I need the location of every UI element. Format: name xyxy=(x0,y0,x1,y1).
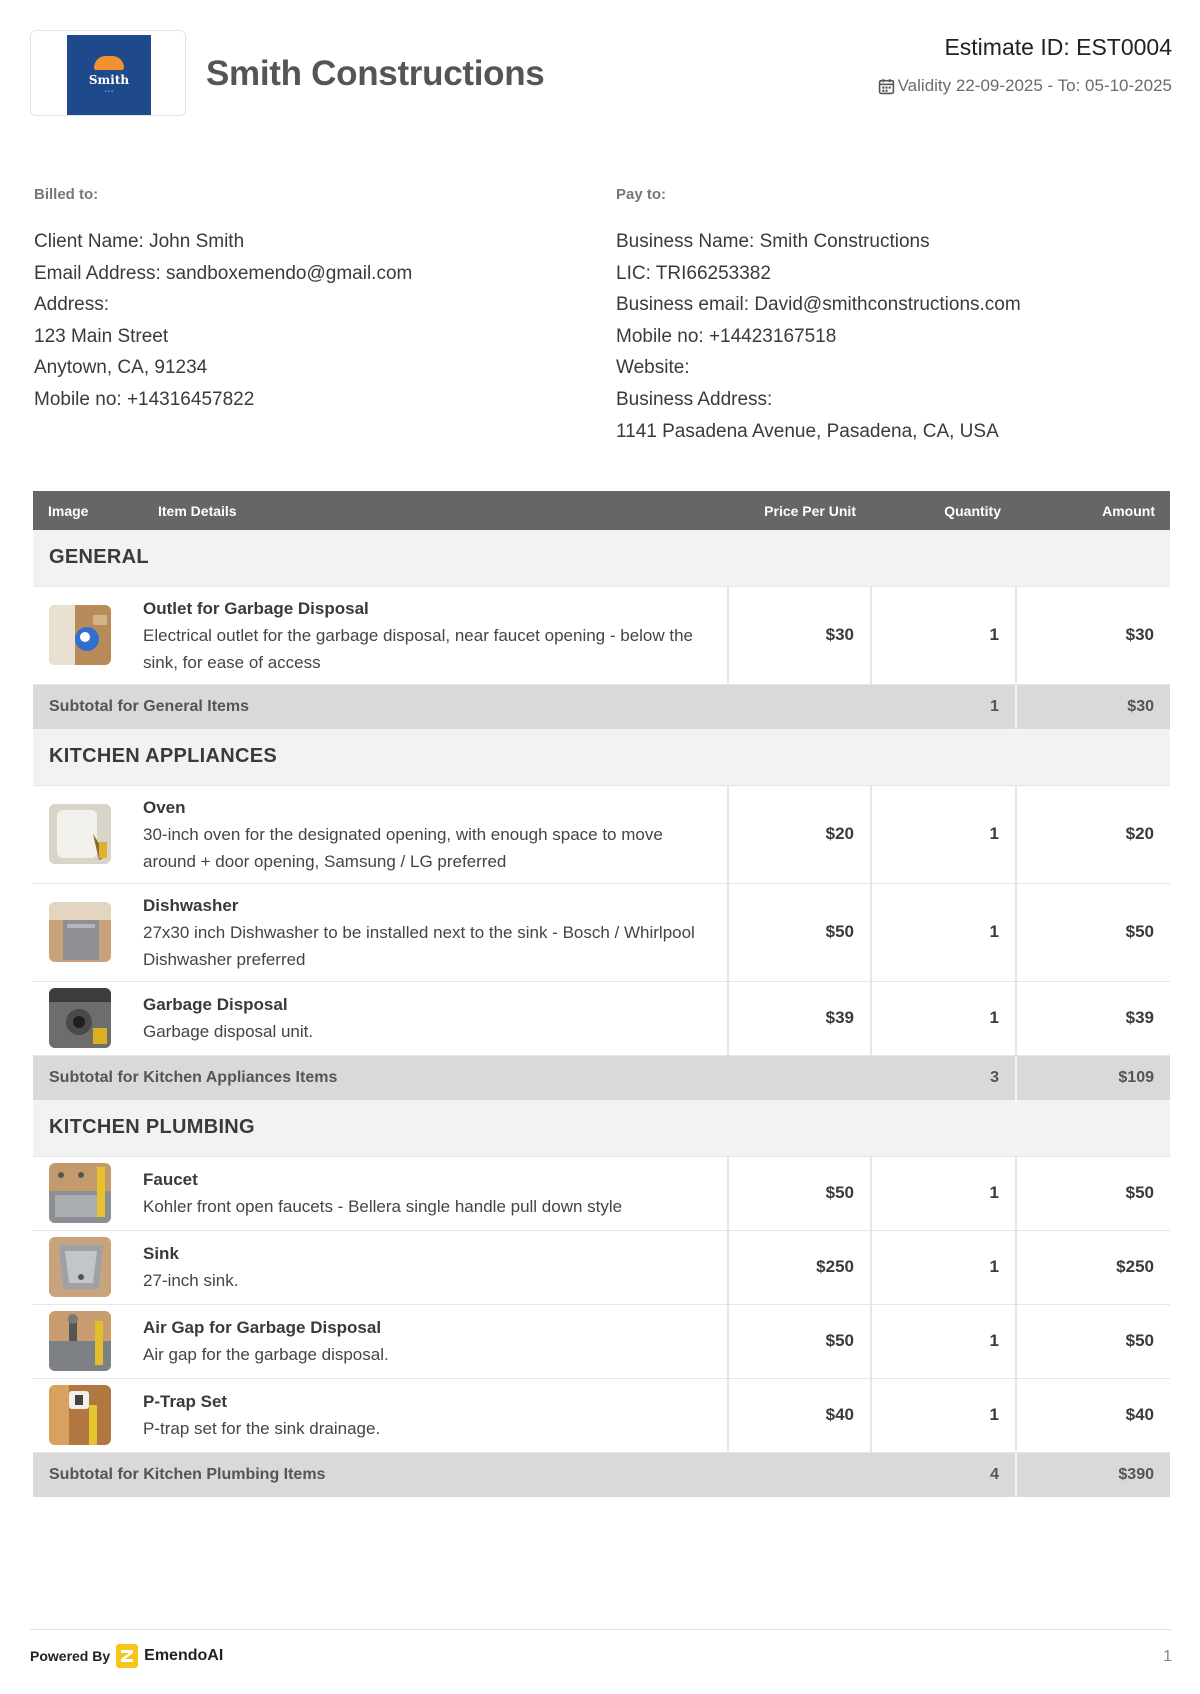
item-amount: $50 xyxy=(1016,1304,1170,1378)
item-amount: $40 xyxy=(1016,1378,1170,1452)
pay-to-label: Pay to: xyxy=(616,186,667,203)
item-details-cell xyxy=(143,1378,728,1452)
table-row xyxy=(33,1156,1170,1230)
client-city: Anytown, CA, 91234 xyxy=(34,357,208,379)
item-price: $20 xyxy=(728,785,871,883)
item-details-cell xyxy=(143,586,728,684)
pay-to-block xyxy=(616,186,1176,447)
items-table xyxy=(33,491,1170,1497)
client-address-label: Address: xyxy=(34,294,109,316)
column-header-price: Price Per Unit xyxy=(728,491,871,530)
item-thumbnail xyxy=(49,605,111,665)
item-name: Dishwasher xyxy=(143,895,239,915)
item-name: Outlet for Garbage Disposal xyxy=(143,598,369,618)
business-name: Business Name: Smith Constructions xyxy=(616,231,930,252)
item-description: Garbage disposal unit. xyxy=(143,1022,314,1041)
item-image-cell xyxy=(33,1378,143,1452)
item-amount: $50 xyxy=(1016,1156,1170,1230)
footer-divider xyxy=(30,1629,1172,1630)
billed-to-label: Billed to: xyxy=(34,186,99,203)
logo-text: Smith xyxy=(88,72,130,87)
item-quantity: 1 xyxy=(871,1230,1016,1304)
item-quantity: 1 xyxy=(871,981,1016,1055)
item-name: Oven xyxy=(143,797,186,817)
item-amount: $50 xyxy=(1016,883,1170,981)
item-name: Garbage Disposal xyxy=(143,995,288,1014)
item-price: $50 xyxy=(728,1156,871,1230)
item-image-cell xyxy=(33,1156,143,1230)
logo-tagline-mark: • • • xyxy=(104,88,114,95)
item-description: Air gap for the garbage disposal. xyxy=(143,1345,389,1364)
company-logo xyxy=(30,30,186,116)
emendo-logo-icon xyxy=(116,1644,138,1668)
item-quantity: 1 xyxy=(871,1156,1016,1230)
subtotal-quantity: 4 xyxy=(871,1452,1016,1497)
subtotal-label: Subtotal for General Items xyxy=(33,684,871,729)
item-image-cell xyxy=(33,785,143,883)
item-description: 30-inch oven for the designated opening, with enough space to move around + door opening, Samsung / LG preferred xyxy=(143,824,663,871)
column-header-details: Item Details xyxy=(143,491,728,530)
item-name: P-Trap Set xyxy=(143,1392,228,1411)
column-header-amount: Amount xyxy=(1016,491,1170,530)
powered-by-label: Powered By xyxy=(30,1648,111,1664)
item-quantity: 1 xyxy=(871,883,1016,981)
table-row xyxy=(33,586,1170,684)
subtotal-label: Subtotal for Kitchen Plumbing Items xyxy=(33,1452,871,1497)
hard-hat-icon xyxy=(94,56,124,70)
item-thumbnail xyxy=(49,1237,111,1297)
item-thumbnail xyxy=(49,1385,111,1445)
item-details-cell xyxy=(143,785,728,883)
estimate-id: Estimate ID: EST0004 xyxy=(944,34,1172,60)
column-header-image: Image xyxy=(33,491,143,530)
item-price: $250 xyxy=(728,1230,871,1304)
item-amount: $20 xyxy=(1016,785,1170,883)
business-mobile: Mobile no: +14423167518 xyxy=(616,325,837,347)
item-price: $40 xyxy=(728,1378,871,1452)
subtotal-quantity: 3 xyxy=(871,1055,1016,1100)
item-name: Air Gap for Garbage Disposal xyxy=(143,1318,382,1337)
item-name: Faucet xyxy=(143,1170,198,1189)
validity-text: Validity 22-09-2025 - To: 05-10-2025 xyxy=(897,76,1172,95)
calendar-icon xyxy=(878,78,895,95)
item-description: P-trap set for the sink drainage. xyxy=(143,1419,381,1438)
item-details-cell xyxy=(143,1156,728,1230)
subtotal-label: Subtotal for Kitchen Appliances Items xyxy=(33,1055,871,1100)
item-amount: $39 xyxy=(1016,981,1170,1055)
item-thumbnail xyxy=(49,804,111,864)
item-image-cell xyxy=(33,1230,143,1304)
section-title: KITCHEN PLUMBING xyxy=(33,1100,1170,1156)
item-description: 27-inch sink. xyxy=(143,1271,239,1290)
estimate-header xyxy=(30,28,1172,118)
table-row xyxy=(33,1304,1170,1378)
validity-period xyxy=(878,76,1172,96)
item-quantity: 1 xyxy=(871,586,1016,684)
item-name: Sink xyxy=(143,1244,179,1263)
table-row xyxy=(33,883,1170,981)
client-mobile: Mobile no: +14316457822 xyxy=(34,388,255,410)
item-details-cell xyxy=(143,883,728,981)
item-thumbnail xyxy=(49,1163,111,1223)
subtotal-amount: $30 xyxy=(1016,684,1170,729)
section-header-row xyxy=(33,729,1170,785)
item-price: $39 xyxy=(728,981,871,1055)
business-address-label: Business Address: xyxy=(616,388,773,410)
subtotal-quantity: 1 xyxy=(871,684,1016,729)
subtotal-amount: $109 xyxy=(1016,1055,1170,1100)
section-title: KITCHEN APPLIANCES xyxy=(33,729,1170,785)
item-thumbnail xyxy=(49,1311,111,1371)
business-license: LIC: TRI66253382 xyxy=(616,262,771,284)
table-row xyxy=(33,1230,1170,1304)
business-website: Website: xyxy=(616,357,690,379)
item-quantity: 1 xyxy=(871,1378,1016,1452)
subtotal-amount: $390 xyxy=(1016,1452,1170,1497)
item-image-cell xyxy=(33,981,143,1055)
logo-badge xyxy=(67,35,151,115)
item-amount: $250 xyxy=(1016,1230,1170,1304)
brand-name: EmendoAI xyxy=(144,1647,224,1664)
item-amount: $30 xyxy=(1016,586,1170,684)
client-name: Client Name: John Smith xyxy=(34,231,245,252)
item-description: Electrical outlet for the garbage disposal, near faucet opening - below the sink, for ease of access xyxy=(143,625,694,672)
client-street: 123 Main Street xyxy=(34,325,169,347)
subtotal-row xyxy=(33,684,1170,729)
section-title: GENERAL xyxy=(33,530,1170,586)
items-body xyxy=(33,530,1170,1497)
page-number: 1 xyxy=(1163,1648,1172,1665)
table-header-row xyxy=(33,491,1170,530)
item-thumbnail xyxy=(49,988,111,1048)
table-row xyxy=(33,981,1170,1055)
table-row xyxy=(33,1378,1170,1452)
item-image-cell xyxy=(33,586,143,684)
item-details-cell xyxy=(143,1304,728,1378)
company-name: Smith Constructions xyxy=(206,54,545,93)
item-image-cell xyxy=(33,1304,143,1378)
section-header-row xyxy=(33,1100,1170,1156)
item-quantity: 1 xyxy=(871,785,1016,883)
item-image-cell xyxy=(33,883,143,981)
item-description: Kohler front open faucets - Bellera single handle pull down style xyxy=(143,1197,623,1216)
billed-to-block xyxy=(34,186,594,416)
item-price: $50 xyxy=(728,1304,871,1378)
column-header-quantity: Quantity xyxy=(871,491,1016,530)
subtotal-row xyxy=(33,1452,1170,1497)
item-details-cell xyxy=(143,1230,728,1304)
item-price: $30 xyxy=(728,586,871,684)
footer-branding xyxy=(30,1644,223,1668)
business-address: 1141 Pasadena Avenue, Pasadena, CA, USA xyxy=(616,420,999,442)
item-quantity: 1 xyxy=(871,1304,1016,1378)
item-price: $50 xyxy=(728,883,871,981)
item-details-cell xyxy=(143,981,728,1055)
client-email: Email Address: sandboxemendo@gmail.com xyxy=(34,262,413,284)
item-description: 27x30 inch Dishwasher to be installed next to the sink - Bosch / Whirlpool Dishwasher preferred xyxy=(143,922,695,969)
table-row xyxy=(33,785,1170,883)
section-header-row xyxy=(33,530,1170,586)
business-email: Business email: David@smithconstructions.com xyxy=(616,294,1021,316)
subtotal-row xyxy=(33,1055,1170,1100)
item-thumbnail xyxy=(49,902,111,962)
